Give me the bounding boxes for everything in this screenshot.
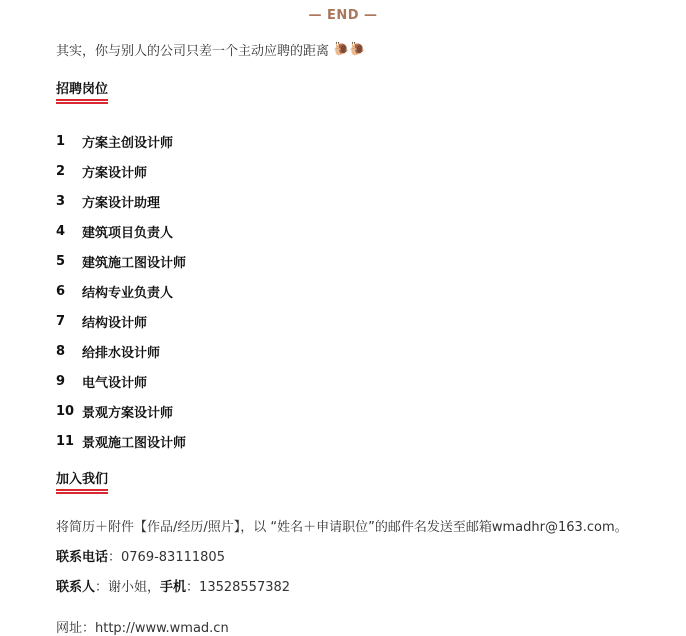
contact-value: ：谢小姐，: [95, 580, 161, 595]
job-number: 4: [56, 223, 66, 239]
job-item-1: [56, 126, 186, 156]
job-title: 景观施工图设计师: [82, 435, 187, 451]
job-title: 景观方案设计师: [82, 405, 174, 421]
job-number: 3: [56, 193, 66, 209]
job-item-11: [56, 426, 186, 456]
website-line-partial: 网址：http://www.wmad.cn: [56, 621, 229, 636]
job-number: 9: [56, 373, 66, 389]
job-item-7: [56, 306, 186, 336]
job-number: 5: [56, 253, 66, 269]
job-item-9: [56, 366, 186, 396]
job-number: 7: [56, 313, 66, 329]
job-title: 建筑项目负责人: [82, 225, 174, 241]
intro-line: [56, 40, 365, 59]
mobile-value: ：13528557382: [186, 580, 291, 595]
job-item-8: [56, 336, 186, 366]
job-number: 10: [56, 403, 75, 419]
job-item-5: [56, 246, 186, 276]
intro-text: 其实，你与别人的公司只差一个主动应聘的距离: [56, 44, 330, 59]
job-item-4: [56, 216, 186, 246]
job-title: 方案主创设计师: [82, 135, 174, 151]
job-item-10: [56, 396, 186, 426]
job-number: 1: [56, 133, 66, 149]
application-instruction: 将简历＋附件【作品/经历/照片】，以 “姓名＋申请职位”的邮件名发送至邮箱wmadhr@163.com。: [56, 520, 628, 535]
job-item-6: [56, 276, 186, 306]
phone-value: ：0769-83111805: [108, 550, 225, 565]
job-item-3: [56, 186, 186, 216]
job-number: 6: [56, 283, 66, 299]
mobile-label: 手机: [160, 580, 187, 595]
phone-label: 联系电话: [56, 550, 109, 565]
phone-line: [56, 546, 225, 565]
join-section-title: 加入我们: [56, 472, 109, 487]
contact-line: [56, 576, 290, 595]
job-title: 结构设计师: [82, 315, 148, 331]
job-list: [56, 126, 186, 456]
job-title: 方案设计师: [82, 165, 148, 181]
end-mark: — END —: [308, 8, 378, 23]
job-title: 结构专业负责人: [82, 285, 174, 301]
recruit-section-title: 招聘岗位: [56, 82, 109, 97]
job-title: 电气设计师: [82, 375, 148, 391]
job-title: 建筑施工图设计师: [82, 255, 187, 271]
job-number: 8: [56, 343, 66, 359]
job-item-2: [56, 156, 186, 186]
job-title: 给排水设计师: [82, 345, 161, 361]
job-number: 11: [56, 433, 75, 449]
job-number: 2: [56, 163, 66, 179]
job-title: 方案设计助理: [82, 195, 161, 211]
contact-label: 联系人: [56, 580, 96, 595]
snail-emoji-icon: 🐌🐌: [333, 42, 366, 57]
recruit-section-underline: [56, 99, 108, 104]
join-section-underline: [56, 489, 108, 494]
